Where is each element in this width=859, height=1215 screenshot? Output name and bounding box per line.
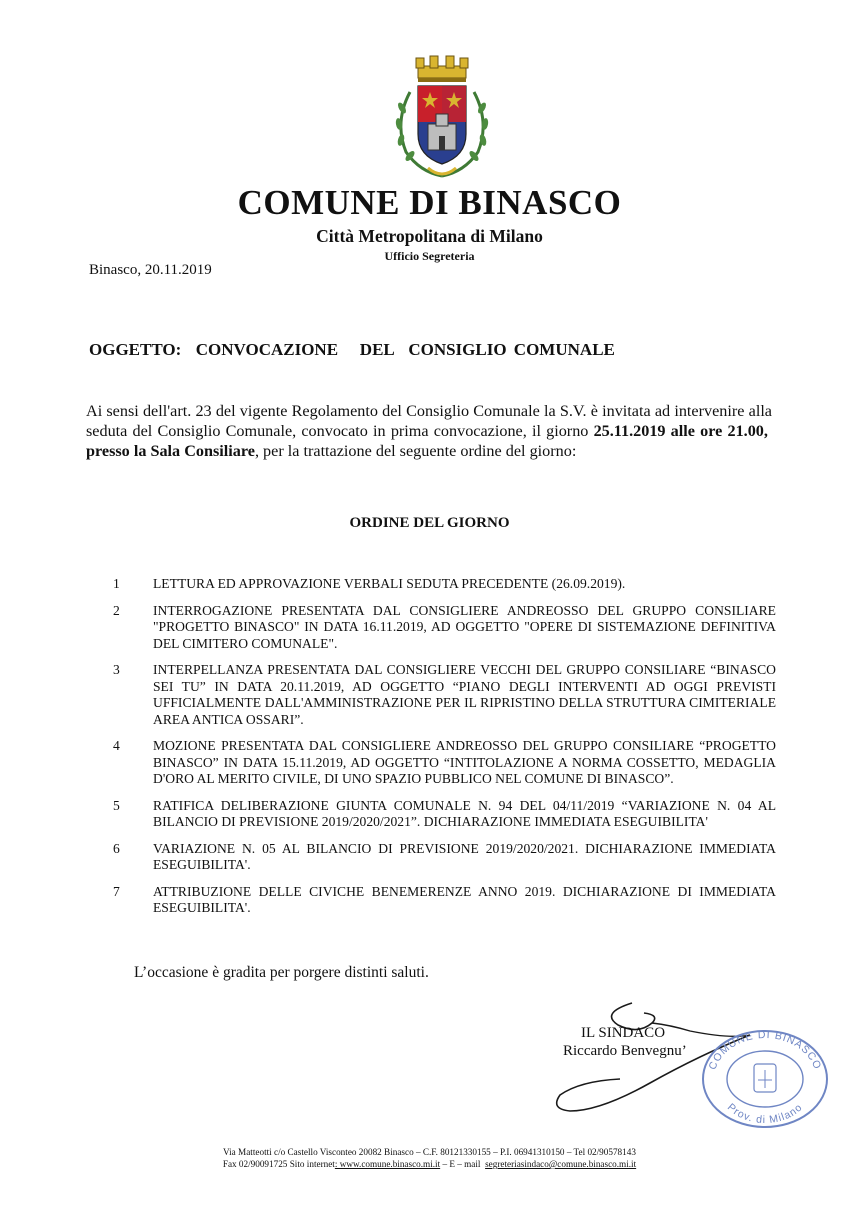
meeting-date-time: 25.11.2019 alle ore 21.00, — [593, 422, 768, 440]
agenda-item-number: 3 — [113, 662, 120, 677]
agenda-item — [110, 884, 776, 917]
footer-contact-line — [0, 1158, 859, 1170]
municipality-title: COMUNE DI BINASCO — [237, 183, 622, 222]
subject-line: OGGETTO: CONVOCAZIONE DEL CONSIGLIO COMUNALE — [89, 340, 615, 359]
agenda-item — [110, 841, 776, 874]
agenda-item-number: 4 — [113, 738, 120, 753]
agenda-list — [110, 576, 776, 927]
agenda-title: ORDINE DEL GIORNO — [349, 515, 510, 531]
svg-text:COMUNE DI BINASCO: COMUNE DI BINASCO — [706, 1028, 824, 1072]
footer-email-label: – E – mail — [440, 1159, 486, 1169]
agenda-item-number: 2 — [113, 602, 120, 618]
agenda-item — [110, 798, 776, 831]
meeting-location: presso la Sala Consiliare — [86, 442, 255, 460]
footer-website-link[interactable]: : www.comune.binasco.mi.it — [334, 1159, 441, 1169]
coat-of-arms-emblem — [388, 52, 496, 182]
closing-greeting: L’occasione è gradita per porgere distinti saluti. — [134, 964, 429, 981]
agenda-item-text: LETTURA ED APPROVAZIONE VERBALI SEDUTA PRECEDENTE (26.09.2019). — [153, 576, 626, 591]
metropolitan-city-subtitle: Città Metropolitana di Milano — [316, 226, 543, 246]
svg-text:Prov. di Milano: Prov. di Milano — [724, 1101, 806, 1127]
mayor-name: Riccardo Benvegnu’ — [563, 1043, 687, 1059]
agenda-item-text: RATIFICA DELIBERAZIONE GIUNTA COMUNALE N. 94 DEL 04/11/2019 “VARIAZIONE N. 04 AL BILANCIO DI PREVISIONE 2019/2020/2021”. DICHIARAZIONE IMMEDIATA ESEGUIBILITA' — [153, 797, 776, 829]
agenda-item — [110, 603, 776, 653]
footer-fax: Fax 02/90091725 Sito internet — [222, 1159, 335, 1169]
agenda-item-number: 6 — [113, 840, 120, 856]
intro-text-start: Ai sensi dell'art. 23 del vigente Regolamento del Consiglio Comunale la S.V. è invitata ad intervenire alla seduta del Consiglio Comunale, convocato in prima convocazione, il giorno — [86, 402, 772, 440]
agenda-item-number: 7 — [113, 883, 120, 899]
agenda-item-text: VARIAZIONE N. 05 AL BILANCIO DI PREVISIONE 2019/2020/2021. DICHIARAZIONE IMMEDIATA ESEGUIBILITA'. — [153, 840, 776, 872]
intro-paragraph — [86, 401, 772, 461]
municipal-stamp — [700, 1028, 830, 1130]
agenda-item — [110, 738, 776, 788]
agenda-item-number: 1 — [113, 576, 120, 591]
agenda-item-text: INTERPELLANZA PRESENTATA DAL CONSIGLIERE VECCHI DEL GRUPPO CONSILIARE “BINASCO SEI TU” IN DATA 20.11.2019, AD OGGETTO “PIANO DEGLI INTERVENTI AD OGGI PREVISTI UFFICIALMENTE DALL'AMMINISTRAZIONE PER IL RIPRISTINO DELLA STRUTTURA CIMITERIALE AREA ANTICA OSSARI”. — [153, 662, 776, 727]
footer-address-line: Via Matteotti c/o Castello Visconteo 20082 Binasco – C.F. 80121330155 – P.I. 06941310150 – Tel 02/90578143 — [223, 1147, 636, 1157]
intro-text-end: , per la trattazione del seguente ordine del giorno: — [254, 442, 577, 460]
agenda-item — [110, 662, 776, 728]
agenda-item — [110, 576, 776, 593]
footer-email-link[interactable]: segreteriasindaco@comune.binasco.mi.it — [485, 1159, 637, 1169]
agenda-item-text: INTERROGAZIONE PRESENTATA DAL CONSIGLIERE ANDREOSSO DEL GRUPPO CONSILIARE "PROGETTO BINASCO" IN DATA 16.11.2019, AD OGGETTO "OPERE DI SISTEMAZIONE DEFINITIVA DEL CIMITERO COMUNALE". — [153, 602, 776, 651]
agenda-item-text: ATTRIBUZIONE DELLE CIVICHE BENEMERENZE ANNO 2019. DICHIARAZIONE DI IMMEDIATA ESEGUIBILITA'. — [153, 883, 776, 915]
mayor-title: IL SINDACO — [581, 1025, 666, 1041]
office-name: Ufficio Segreteria — [384, 249, 475, 263]
document-footer — [0, 1146, 859, 1170]
agenda-item-text: MOZIONE PRESENTATA DAL CONSIGLIERE ANDREOSSO DEL GRUPPO CONSILIARE “PROGETTO BINASCO” IN DATA 15.11.2019, AD OGGETTO “INTITOLAZIONE A NORMA COSSETTO, MEDAGLIA D'ORO AL MERITO CIVILE, DI UNO SPAZIO PUBBLICO NEL COMUNE DI BINASCO”. — [153, 738, 776, 786]
agenda-item-number: 5 — [113, 797, 120, 813]
document-date: Binasco, 20.11.2019 — [89, 262, 212, 278]
